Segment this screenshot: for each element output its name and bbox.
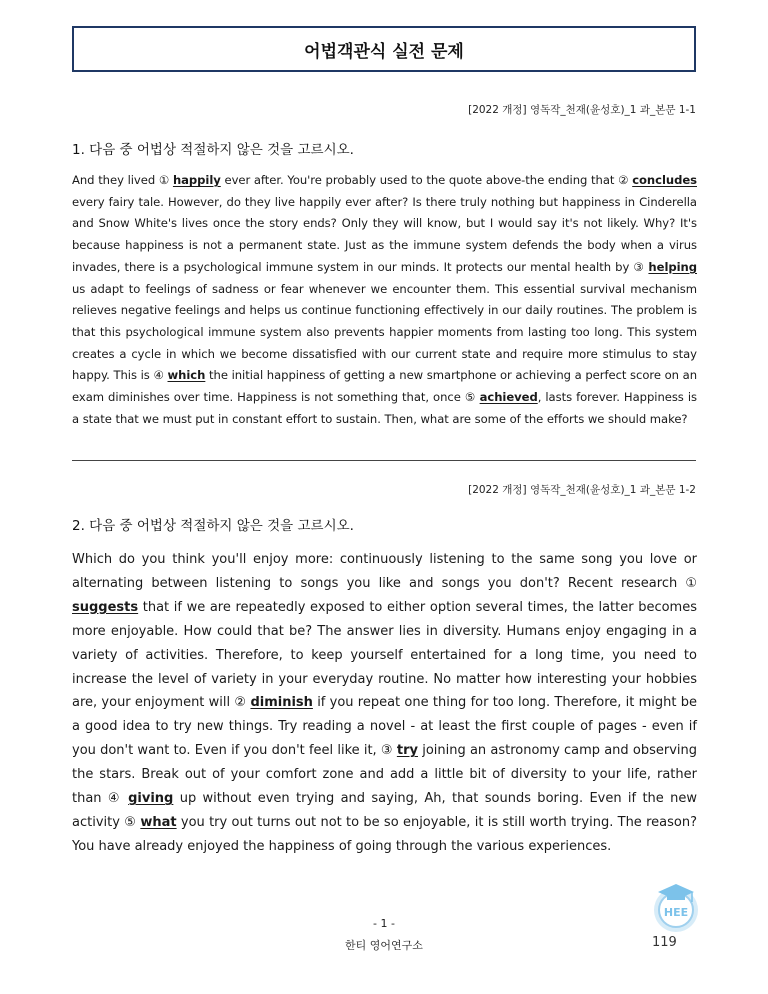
passage-text: And they lived ① [72,173,173,187]
question-2-passage [72,548,697,859]
question-1-prompt: 1. 다음 중 어법상 적절하지 않은 것을 고르시오. [72,142,354,158]
question-2-prompt: 2. 다음 중 어법상 적절하지 않은 것을 고르시오. [72,518,354,534]
footer-page-number: 119 [652,935,677,950]
passage-text: ever after. You're probably used to the quote above-the ending that ② [224,173,633,187]
option-5-achieved: achieved [479,390,538,405]
passage-text: if you repeat one thing for too long. Therefore, it might be a good idea to try new things. Try reading a novel - at least the first couple of pages - even if you don't want to. Even if you don't feel like it, ③ [72,695,697,759]
question-2-source: [2022 개정] 영독작_천재(윤성호)_1 과_본문 1-2 [468,484,696,496]
passage-text: us adapt to feelings of sadness or fear whenever we encounter them. This essential survival mechanism relieves negative feelings and helps us continue functioning effectively in our daily routines. The problem is that this psychological immune system also prevents happier moments from lasting too long. This system creates a cycle in which we become dissatisfied with our current state and require more stimulus to stay happy. This is ④ [72,281,697,383]
passage-text: that if we are repeatedly exposed to either option several times, the latter becomes more enjoyable. How could that be? The answer lies in diversity. Humans enjoy engaging in a variety of activities. Therefore, to keep yourself entertained for a long time, you need to increase the level of variety in your everyday routine. No matter how interesting your hobbies are, your enjoyment will ② [72,599,697,711]
passage-text: Which do you think you'll enjoy more: continuously listening to the same song you love or alternating between listening to songs you like and songs you don't? Recent research ① [72,552,697,591]
passage-text: every fairy tale. However, do they live happily ever after? Is there truly nothing but happiness in Cinderella and Snow White's lives once the story ends? Only they will know, but I would say it's not likely. Why? It's because happiness is not a permanent state. Just as the immune system defends the body when a virus invades, there is a psychological immune system in our minds. It protects our mental health by ③ [72,194,697,274]
divider-line [72,460,696,461]
passage-text: up without even trying and saying, Ah, that sounds boring. Even if the new activity ⑤ [72,791,697,830]
question-1-passage [72,170,697,430]
hee-logo [648,878,704,934]
page-title: 어법객관식 실전 문제 [304,41,464,62]
option-2-diminish: diminish [250,695,313,711]
logo-text: HEE [663,906,689,919]
option-5-what: what [140,814,177,830]
question-1-source: [2022 개정] 영독작_천재(윤성호)_1 과_본문 1-1 [468,104,696,116]
option-1-suggests: suggests [72,599,139,615]
option-2-concludes: concludes [632,173,697,187]
option-1-happily: happily [172,173,221,187]
option-3-helping: helping [648,259,697,274]
passage-text: the initial happiness of getting a new smartphone or achieving a perfect score on an exam diminishes over time. Happiness is not something that, once ⑤ [72,368,698,405]
page-label: - 1 - [373,917,395,930]
title-box [72,26,696,72]
passage-text: joining an astronomy camp and observing the stars. Break out of your comfort zone and add a little bit of diversity to your life, rather than ④ [72,743,698,807]
passage-text: , lasts forever. Happiness is a state that we must put in constant effort to sustain. Then, what are some of the efforts we should make? [72,390,697,426]
option-4-which: which [167,368,206,383]
footer-org: 한티 영어연구소 [345,939,423,952]
passage-text: you try out turns out not to be so enjoyable, it is still worth trying. The reason? You have already enjoyed the happiness of going through the various experiences. [72,814,697,854]
option-4-giving: giving [128,791,174,807]
option-3-try: try [396,743,418,759]
